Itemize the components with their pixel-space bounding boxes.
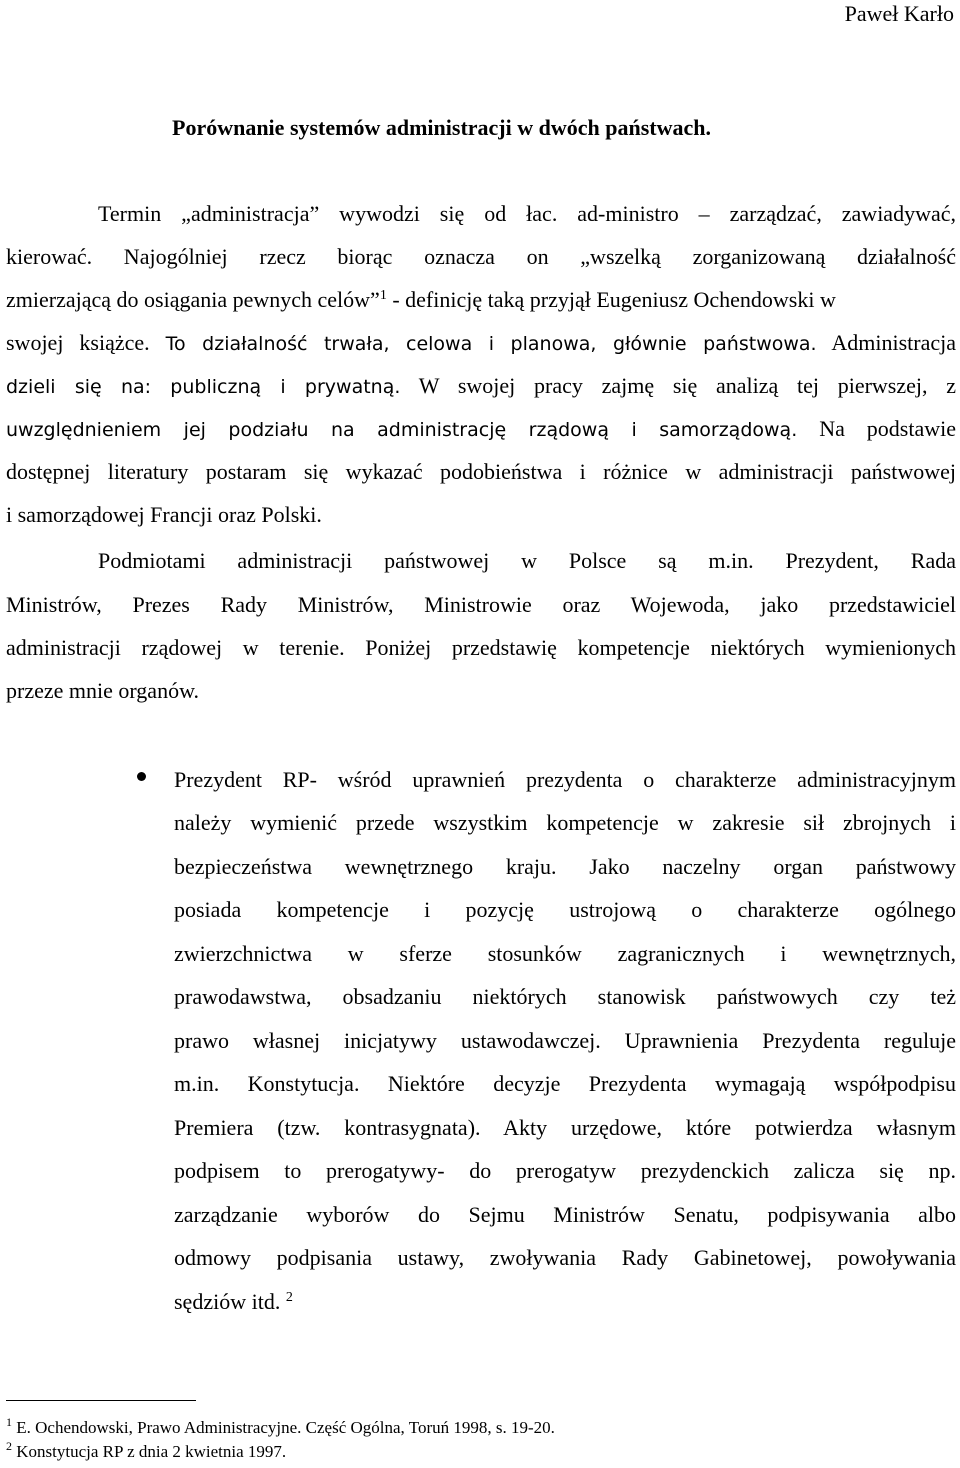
list-item-line: Premiera (tzw. kontrasygnata). Akty urzędowe, które potwierdza własnym: [174, 1115, 956, 1140]
list-item-line: podpisem to prerogatywy- do prerogatyw prezydenckich zalicza się np.: [174, 1158, 956, 1183]
text-fragment: Administracja: [816, 330, 956, 355]
footnote-separator: [6, 1400, 196, 1401]
text-fragment: W swojej pracy zajmę się analizą tej pierwszej, z: [400, 373, 956, 398]
footnote-ref-1: 1: [379, 288, 387, 303]
paragraph-line: [6, 372, 956, 401]
list-item-line: należy wymienić przede wszystkim kompetencje w zakresie sił zbrojnych i: [174, 810, 956, 835]
text-fragment: - definicję taką przyjął Eugeniusz Ochendowski w: [386, 287, 836, 312]
paragraph-line: [6, 415, 956, 444]
paragraph-line: Ministrów, Prezes Rady Ministrów, Ministrowie oraz Wojewoda, jako przedstawiciel: [6, 592, 956, 617]
list-item-line: zarządzanie wyborów do Sejmu Ministrów Senatu, podpisywania albo: [174, 1202, 956, 1227]
list-item-line: m.in. Konstytucja. Niektóre decyzje Prezydenta wymagają współpodpisu: [174, 1071, 956, 1096]
list-item-line: odmowy podpisania ustawy, zwoływania Rady Gabinetowej, powoływania: [174, 1245, 956, 1270]
footnote-1: [6, 1415, 555, 1438]
footnote-ref-2: 2: [285, 1290, 293, 1305]
text-fragment: swojej książce.: [6, 330, 166, 355]
footnote-text: Konstytucja RP z dnia 2 kwietnia 1997.: [12, 1442, 287, 1461]
paragraph-line: kierować. Najogólniej rzecz biorąc oznacza on „wszelką zorganizowaną działalność: [6, 244, 956, 269]
list-item-line: posiada kompetencje i pozycję ustrojową o charakterze ogólnego: [174, 897, 956, 922]
text-fragment: Na podstawie: [797, 416, 957, 441]
text-fragment: zmierzającą do osiągania pewnych celów”: [6, 287, 380, 312]
footnote-2: [6, 1439, 287, 1462]
document-title: Porównanie systemów administracji w dwóch państwach.: [172, 115, 711, 140]
list-item-line: [174, 1288, 956, 1316]
text-fragment: dzieli się na: publiczną i prywatną.: [6, 376, 401, 398]
paragraph-line: dostępnej literatury postaram się wykazać podobieństwa i różnice w administracji państwowej: [6, 459, 956, 484]
list-item-line: zwierzchnictwa w sferze stosunków zagranicznych i wewnętrznych,: [174, 941, 956, 966]
footnote-text: E. Ochendowski, Prawo Administracyjne. Część Ogólna, Toruń 1998, s. 19-20.: [12, 1418, 555, 1437]
text-fragment: To działalność trwała, celowa i planowa, głównie państwowa.: [165, 333, 817, 355]
author-name: Paweł Karło: [844, 1, 954, 26]
footnote-number: 2: [6, 1439, 12, 1453]
text-fragment: sędziów itd.: [174, 1289, 281, 1314]
paragraph-line: [6, 329, 956, 358]
paragraph-line: Podmiotami administracji państwowej w Polsce są m.in. Prezydent, Rada: [98, 548, 956, 573]
text-fragment: uwzględnieniem jej podziału na administrację rządową i samorządową.: [6, 419, 798, 441]
list-item-line: prawo własnej inicjatywy ustawodawczej. Uprawnienia Prezydenta reguluje: [174, 1028, 956, 1053]
footnote-number: 1: [6, 1415, 12, 1429]
paragraph-line: Termin „administracja” wywodzi się od łac. ad-ministro – zarządzać, zawiadywać,: [98, 201, 956, 226]
paragraph-line: przeze mnie organów.: [6, 678, 200, 703]
list-item-line: bezpieczeństwa wewnętrznego kraju. Jako naczelny organ państwowy: [174, 854, 956, 879]
list-item-line: Prezydent RP- wśród uprawnień prezydenta o charakterze administracyjnym: [174, 767, 956, 792]
paragraph-line: administracji rządowej w terenie. Poniżej przedstawię kompetencje niektórych wymienionych: [6, 635, 956, 660]
paragraph-line: [6, 286, 956, 314]
list-item-line: prawodawstwa, obsadzaniu niektórych stanowisk państwowych czy też: [174, 984, 956, 1009]
bullet-icon: [137, 772, 146, 781]
paragraph-line: i samorządowej Francji oraz Polski.: [6, 502, 322, 527]
